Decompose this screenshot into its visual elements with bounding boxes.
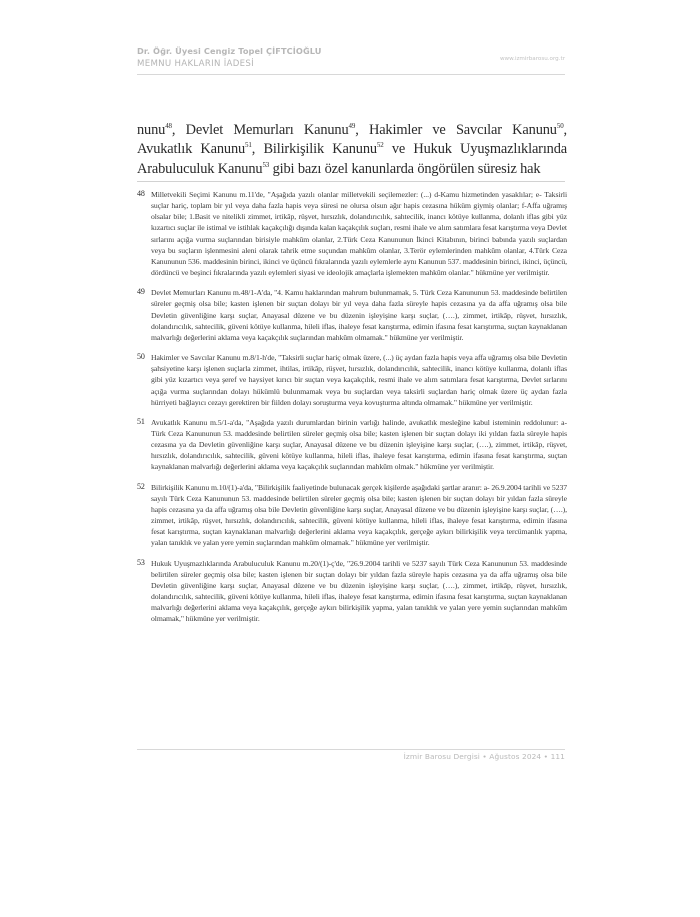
footnotes <box>137 189 567 633</box>
footnote-52 <box>137 482 567 549</box>
footnote-53 <box>137 558 567 625</box>
footnote-ref-51[interactable]: 51 <box>245 141 252 150</box>
footnote-51 <box>137 417 567 473</box>
page-footer: İzmir Barosu Dergisi • Ağustos 2024 • 111 <box>403 752 565 761</box>
footnote-number: 49 <box>137 287 145 297</box>
article-title: MEMNU HAKLARIN İADESİ <box>137 59 254 69</box>
footnote-text: Bilirkişilik Kanunu m.10/(1)-a'da, "Bilirkişilik faaliyetinde bulunacak gerçek kişilerde aşağıdaki şartlar aranır: a- 26.9.2004 tarihli ve 5237 sayılı Türk Ceza Kanununun 53. maddesinde belirtilen süreler geçmiş olsa bile; kasten işlenen bir suçtan dolayı bir yıldan fazla süreyle hapis cezasına ya da affa uğramış olsa bile Devletin güvenliğine karşı suçlar, Anayasal düzene ve bu düzenin işleyişine karşı suçlar, (….), zimmet, irtikâp, rüşvet, hırsızlık, dolandırıcılık, sahtecilik, güveni kötüye kullanma, hileli iflas, ihaleye fesat karıştırma, edimin ifasına fesat karıştırma, suçtan kaynaklanan malvarlığı değerlerini aklama veya kaçakçılık, gerçeğe aykırı bilirkişilik veya tercümanlık yapma, yalan tanıklık ve yalan yere yemin suçlarından mahkûm olmamak." hükmüne yer verilmiştir. <box>151 482 567 548</box>
footnote-number: 48 <box>137 189 145 198</box>
footnote-49 <box>137 287 567 343</box>
header-divider <box>137 74 565 75</box>
footnote-text: Devlet Memurları Kanunu m.48/1-A'da, "4. Kamu haklarından mahrum bulunmamak, 5. Türk Ceza Kanununun 53. maddesinde belirtilen süreler geçmiş olsa bile; kasten işlenen bir suçtan dolayı bir yıl veya daha fazla süreyle hapis cezasına ya da affa uğramış olsa bile Devletin güvenliğine karşı suçlar, Anayasal düzene ve bu düzenin işleyişine karşı suçlar, (….), zimmet, irtikâp, rüşvet, hırsızlık, dolandırıcılık, sahtecilik, güveni kötüye kullanma, hileli iflas, ihaleye fesat karıştırma, edimin ifasına fesat karıştırma, suçtan kaynaklanan malvarlığı değerlerini aklama veya kaçakçılık suçlarından mahkûm olmamak." hükmüne yer verilmiştir. <box>151 288 567 342</box>
footnote-text: Hakimler ve Savcılar Kanunu m.8/1-h'de, "Taksirli suçlar hariç olmak üzere, (...) üç aydan fazla hapis veya affa uğramış olsa bile Devletin şahsiyetine karşı işlenen suçlarla zimmet, ihtilas, irtikâp, rüşvet, hırsızlık, dolandırıcılık, sahtecilik, inancı kötüye kullanma, dolanlı iflas gibi yüz kızartıcı veya şeref ve haysiyet kırıcı bir suçtan veya kaçakçılık, resmi ihale ve alım satımlara fesat karıştırma, Devlet sırlarını açığa vurma suçlarından dolayı hükümlü bulunmamak veya bu suçlardan veya taksirli suçlardan hariç olmak üzere üç aydan fazla hürriyeti bağlayıcı cezayı gerektiren bir fiilden dolayı soruşturma veya kovuşturma altında olmamak." hükmüne yer verilmiştir. <box>151 353 567 407</box>
footer-divider <box>137 749 565 750</box>
footnote-48 <box>137 189 567 278</box>
footnote-50 <box>137 352 567 408</box>
footnote-ref-48[interactable]: 48 <box>165 122 172 131</box>
page-header <box>137 46 565 69</box>
footnote-text: Avukatlık Kanunu m.5/1-a'da, "Aşağıda yazılı durumlardan birinin varlığı halinde, avukatlık mesleğine kabul isteminin reddolunur: a-Türk Ceza Kanununun 53. maddesinde belirtilen süreler geçmiş olsa bile; kasten işlenen bir suçtan dolayı iki yıldan fazla süreyle hapis cezasına ya da Devletin güvenliğine karşı suçlar, Anayasal düzene ve bu düzenin işleyişine karşı suçlar, (….), zimmet, irtikâp, rüşvet, hırsızlık, dolandırıcılık, sahtecilik, güveni kötüye kullanma, hileli iflas, ihaleye fesat karıştırma, edimin ifasına fesat karıştırma, suçtan kaynaklanan malvarlığı değerlerini aklama veya kaçakçılık suçlarından mahkûm olmak." hükmüne yer verilmiştir. <box>151 417 567 472</box>
footnote-text: Hukuk Uyuşmazlıklarında Arabuluculuk Kanunu m.20/(1)-ç'de, "26.9.2004 tarihli ve 5237 sayılı Türk Ceza Kanununun 53. maddesinde belirtilen süreler geçmiş olsa bile; kasten işlenen bir suçtan dolayı bir yıldan fazla süreyle hapis cezasına ya da affa uğramış olsa bile Devletin güvenliğine karşı suçlar, Anayasal düzene ve bu düzenin işleyişine karşı suçlar, (….), zimmet, irtikâp, rüşvet, hırsızlık, dolandırıcılık, sahtecilik, güveni kötüye kullanma, hileli iflas, ihaleye fesat karıştırma, edimin ifasına fesat karıştırma, suçtan kaynaklanan malvarlığı değerlerini aklama veya kaçakçılık, gerçeğe aykırı bilirkişilik yapma, yalan tanıklık ve yalan yere yemin suçlarından mahkûm olmamak," hükmüne yer verilmiştir. <box>151 558 567 624</box>
footnote-text: Milletvekili Seçimi Kanunu m.11'de, "Aşağıda yazılı olanlar milletvekili seçilemezler: (...) d-Kamu hizmetinden yasaklılar; e- Taksirli suçlar hariç, toplam bir yıl veya daha fazla hapis veya süresi ne olursa olsun ağır hapis cezasına hüküm giymiş olanlar; f-Affa uğramış olsalar bile; 1.Basit ve nitelikli zimmet, irtikâp, rüşvet, hırsızlık, dolandırıcılık, sahtecilik, inancı kötüye kullanma, dolanlı iflas gibi yüz kızartıcı suçlar ile istimal ve istihlak kaçakçılığı dışında kalan kaçakçılık suçları, resmi ihale ve alım satımlara fesat karıştırma veya Devlet sırlarını açığa vurma suçlarından birisiyle mahkûm olanlar, 2.Türk Ceza Kanununun İkinci Kitabının, birinci babında yazılı suçlardan veya bu suçların işlenmesini aleni olarak tahrik etme suçundan mahkûm olanlar, 3.Terör eylemlerinden mahkûm olanlar, 4.Türk Ceza Kanununun 536. maddesinin birinci, ikinci ve üçüncü fıkralarında yazılı eylemlerle aynı Kanunun 537. maddesinin birinci, ikinci, üçüncü, dördüncü ve beşinci fıkralarında yazılı eylemleri siyasi ve ideolojik amaçlarla işlemekten mahkûm olanlar." hükmüne yer verilmiştir. <box>151 190 567 278</box>
footnote-divider <box>137 181 565 182</box>
footnote-ref-53[interactable]: 53 <box>262 161 270 170</box>
author-name: Dr. Öğr. Üyesi Cengiz Topel ÇİFTCİOĞLU <box>137 46 322 56</box>
footnote-number: 50 <box>137 352 145 362</box>
website-link[interactable]: www.izmirbarosu.org.tr <box>499 56 565 62</box>
footnote-ref-49[interactable]: 49 <box>348 122 356 131</box>
footnote-number: 51 <box>137 416 145 426</box>
footnote-number: 52 <box>137 481 145 491</box>
footnote-ref-50[interactable]: 50 <box>556 122 564 131</box>
footnote-ref-52[interactable]: 52 <box>376 141 384 150</box>
footnote-number: 53 <box>137 557 145 567</box>
body-paragraph: nunu$^{48}$, Devlet Memurları Kanunu$^{49}$, Hakimler ve Savcılar Kanunu$^{50}$, Avukatlık Kanunu$^{51}$, Bilirkişilik Kanunu$^{52}$ ve Hukuk Uyuşmazlıklarında Arabuluculuk Kanunu$^{53}$ gibi bazı özel kanunlarda öngörülen süresiz hak <box>137 122 568 177</box>
